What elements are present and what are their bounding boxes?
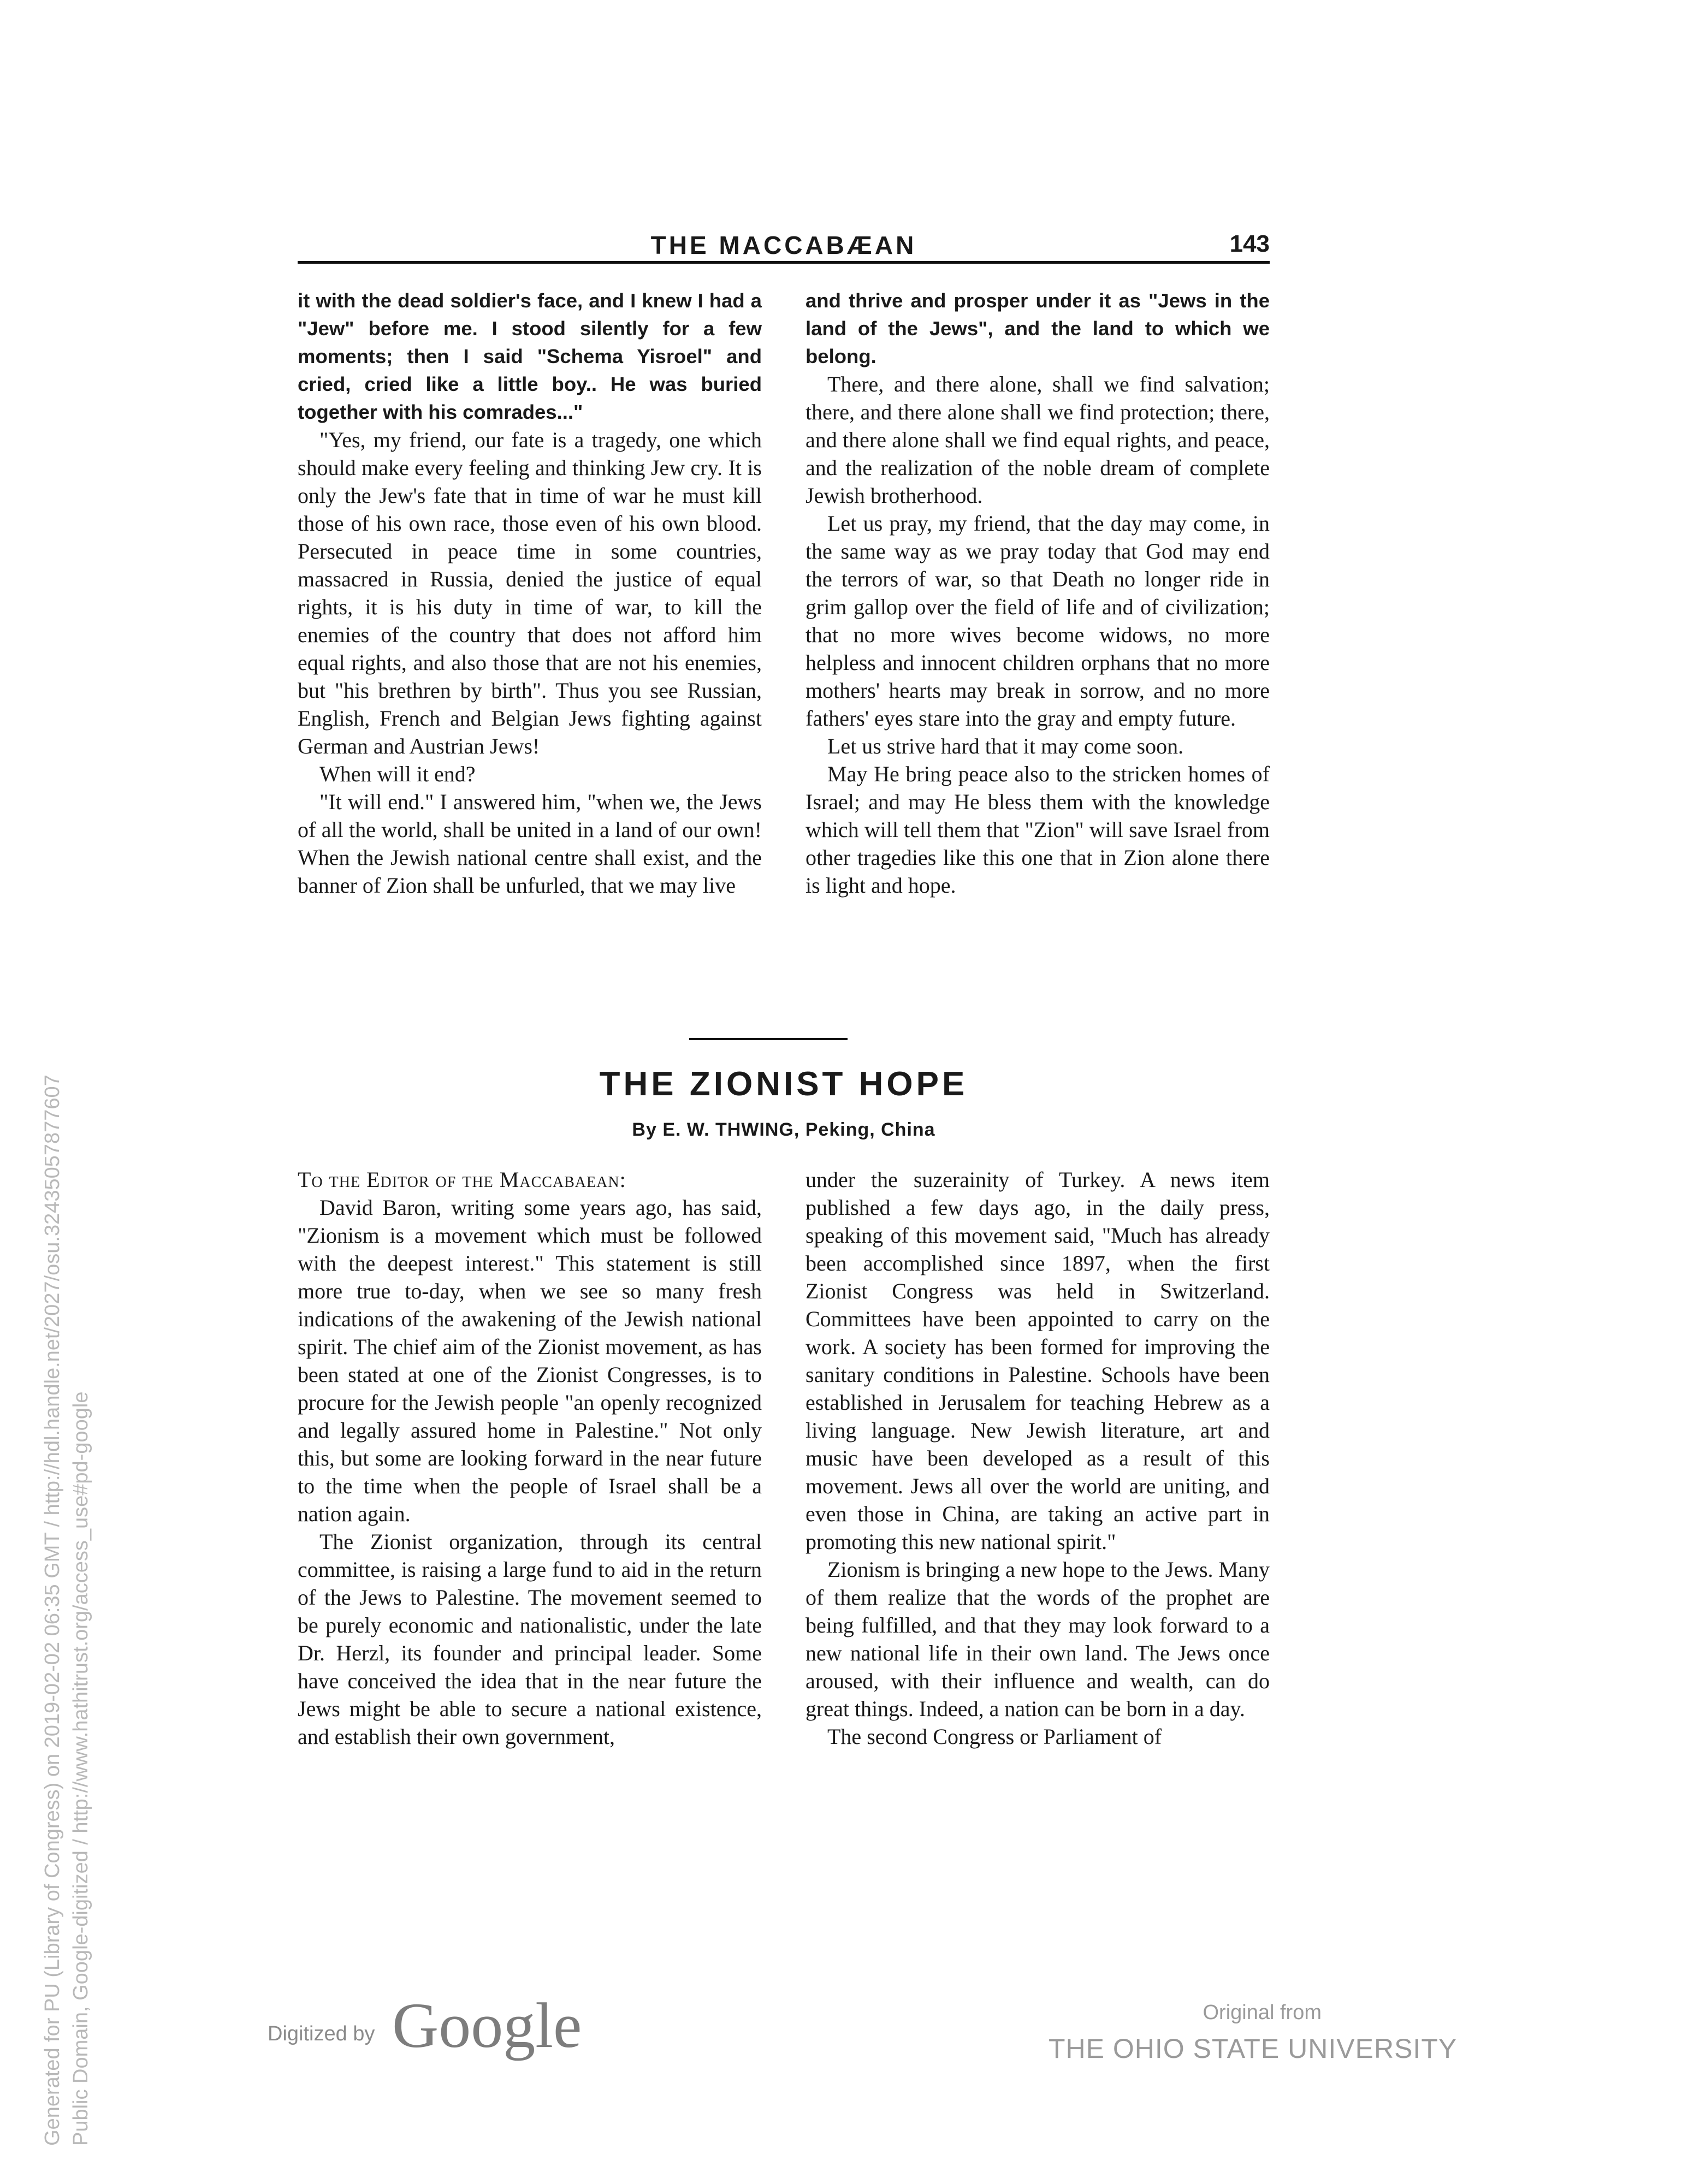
page-number: 143	[1229, 230, 1270, 257]
google-logo: Google	[392, 1990, 582, 2061]
paragraph: "Yes, my friend, our fate is a tragedy, one which should make every feeling and thinking Jew cry. It is only the Jew's fate that in time of war he must kill those of his own race, those even of his own blood. Persecuted in peace time in some countries, massacred in Russia, denied the justice of equal rights, it is his duty in time of war, to kill the enemies of the country that does not afford him equal rights, and also those that are not his enemies, but "his brethren by birth". Thus you see Russian, English, French and Belgian Jews fighting against German and Austrian Jews!	[298, 428, 762, 758]
paragraph: it with the dead soldier's face, and I knew I had a "Jew" before me. I stood silently for a few moments; then I said "Schema Yisroel" and cried, cried like a little boy.. He was buried together with his comrades..."	[298, 289, 762, 423]
paragraph: Zionism is bringing a new hope to the Jews. Many of them realize that the words of the prophet are being fulfilled, and that they may look forward to a new national life in their own land. The Jews once aroused, with their influence and wealth, can do great things. Indeed, a nation can be born in a day.	[805, 1557, 1270, 1721]
paragraph: Let us pray, my friend, that the day may come, in the same way as we pray today that God may end the terrors of war, so that Death no longer ride in grim gallop over the field of life and of civilization; that no more wives become widows, no more helpless and innocent children orphans that no more mothers' hearts may break in sorrow, and no more fathers' eyes stare into the gray and empty future.	[805, 511, 1270, 731]
running-header	[298, 228, 1270, 264]
hathitrust-watermark	[38, 781, 104, 2146]
paragraph: The second Congress or Parliament of	[827, 1724, 1162, 1749]
paragraph: "It will end." I answered him, "when we, the Jews of all the world, shall be united in a land of our own! When the Jewish national centre shall exist, and the banner of Zion shall be unfurled, that we may live	[298, 790, 762, 898]
university-name: THE OHIO STATE UNIVERSITY	[1049, 2033, 1458, 2064]
paragraph: Let us strive hard that it may come soon.	[827, 734, 1184, 758]
paragraph: under the suzerainity of Turkey. A news item published a few days ago, in the daily press, speaking of this movement said, "Much has already been accomplished since 1897, when the first Zionist Congress was held in Switzerland. Committees have been appointed to carry on the work. A society has been formed for improving the sanitary conditions in Palestine. Schools have been established in Jerusalem for teaching Hebrew as a living language. New Jewish literature, art and music have been developed as a result of this movement. Jews all over the world are uniting, and even those in China, are taking an active part in promoting this new national spirit."	[805, 1167, 1270, 1554]
paragraph: There, and there alone, shall we find salvation; there, and there alone shall we find protection; there, and there alone shall we find equal rights, and peace, and the realization of the noble dream of complete Jewish brotherhood.	[805, 372, 1270, 508]
top-left-column	[298, 287, 762, 899]
watermark-line-2: Public Domain, Google-digitized / http://www.hathitrust.org/access_use#pd-google	[69, 1391, 92, 2146]
paragraph: May He bring peace also to the stricken homes of Israel; and may He bless them with the knowledge which will tell them that "Zion" will save Israel from other tragedies like this one that in Zion alone there is light and hope.	[805, 762, 1270, 898]
bottom-left-column	[298, 1166, 762, 1750]
section-divider	[689, 1038, 848, 1040]
article-title: THE ZIONIST HOPE	[599, 1065, 968, 1103]
salutation: To the Editor of the Maccabaean:	[298, 1167, 626, 1192]
bottom-right-column	[805, 1166, 1270, 1750]
article-byline: By E. W. THWING, Peking, China	[632, 1119, 935, 1140]
paragraph: David Baron, writing some years ago, has said, "Zionism is a movement which must be followed with the deepest interest." This statement is still more true to-day, when we see so many fresh indications of the awakening of the Jewish national spirit. The chief aim of the Zionist movement, as has been stated at one of the Zionist Congresses, is to procure for the Jewish people "an openly recognized and legally assured home in Palestine." Not only this, but some are looking forward in the near future to the time when the people of Israel shall be a nation again.	[298, 1195, 762, 1526]
paragraph: and thrive and prosper under it as "Jews in the land of the Jews", and the land to which we belong.	[805, 289, 1270, 367]
watermark-line-1: Generated for PU (Library of Congress) on 2019-02-02 06:35 GMT / http://hdl.handle.net/2027/osu.32435057877607	[41, 1075, 64, 2146]
digitized-by-label: Digitized by	[268, 2022, 375, 2045]
paragraph: When will it end?	[319, 762, 476, 786]
paragraph: The Zionist organization, through its central committee, is raising a large fund to aid in the return of the Jews to Palestine. The movement seemed to be purely economic and nationalistic, under the late Dr. Herzl, its founder and principal leader. Some have conceived the idea that in the near future the Jews might be able to secure a national existence, and establish their own government,	[298, 1529, 762, 1749]
top-right-column	[805, 287, 1270, 899]
original-from-label: Original from	[1203, 2001, 1322, 2024]
journal-title: THE MACCABÆAN	[650, 231, 917, 259]
